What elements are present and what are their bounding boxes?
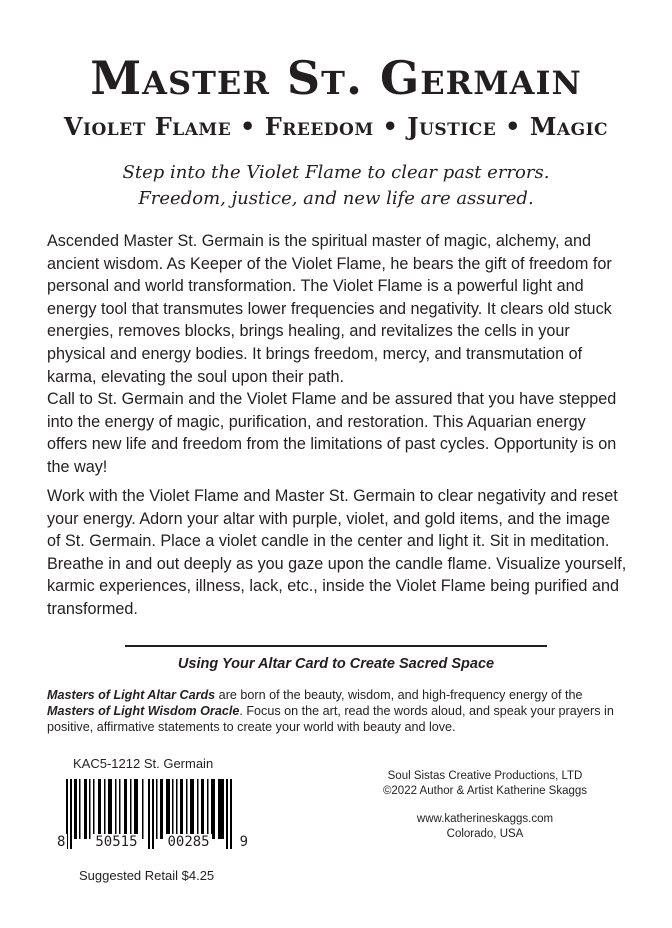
tagline-line-2: Freedom, justice, and new life are assured. (138, 188, 534, 209)
usage-intro-text-2: . Focus on the art, read the words aloud, and speak your prayers in positive, affirmative statements to create your world with beauty and love. (47, 704, 614, 734)
body-paragraph-2: Call to St. Germain and the Violet Flame and be assured that you have stepped into the energy of magic, purification, and restoration. This Aquarian energy offers new life and freedom from the limitations of past cycles. Opportunity is on the way! (47, 390, 617, 476)
publisher-company: Soul Sistas Creative Productions, LTD (387, 770, 583, 782)
usage-intro (47, 687, 632, 735)
tagline-line-1: Step into the Violet Flame to clear past errors. (122, 162, 550, 183)
usage-intro-bold-1: Masters of Light Altar Cards (47, 688, 216, 702)
suggested-retail: Suggested Retail $4.25 (79, 868, 215, 883)
usage-intro-bold-2: Masters of Light Wisdom Oracle (47, 704, 240, 718)
barcode-digits (55, 834, 250, 850)
card-tagline (0, 160, 672, 212)
usage-intro-text-1: are born of the beauty, wisdom, and high-frequency energy of the (215, 688, 583, 702)
publisher-location: Colorado, USA (446, 828, 524, 840)
publisher-copyright: ©2022 Author & Artist Katherine Skaggs (382, 785, 588, 797)
barcode-digit-right: 00285 (167, 834, 210, 850)
body-paragraph-1: Ascended Master St. Germain is the spiritual master of magic, alchemy, and ancient wisdom. As Keeper of the Violet Flame, he bears the gift of freedom for personal and world transformation. The Violet Flame is a powerful light and energy tool that transmutes lower frequencies and negativity. It clears old stuck energies, removes blocks, brings healing, and revitalizes the cells in your physical and energy bodies. It brings freedom, mercy, and transmutation of karma, elevating the soul upon their path. (47, 232, 612, 386)
product-sku: KAC5-1212 St. Germain (73, 756, 214, 771)
usage-heading: Using Your Altar Card to Create Sacred Space (177, 656, 495, 672)
publisher-website: www.katherineskaggs.com (416, 813, 554, 825)
barcode-digit-prefix: 8 (57, 834, 66, 850)
body-paragraph-3: Work with the Violet Flame and Master St. Germain to clear negativity and reset your energy. Adorn your altar with purple, violet, and gold items, and the image of St. Germain. Place a violet candle in the center and light it. Sit in meditation. Breathe in and out deeply as you gaze upon the candle flame. Visualize yourself, karmic experiences, illness, lack, etc., inside the Violet Flame being purified and transformed. (47, 487, 627, 618)
barcode-digit-left: 50515 (95, 834, 138, 850)
divider-rule (125, 645, 547, 647)
card-title: Master St. Germain (90, 51, 582, 105)
card-subtitle: Violet Flame • Freedom • Justice • Magic (63, 112, 609, 141)
barcode-digit-check: 9 (239, 834, 248, 850)
publisher-info (350, 769, 620, 842)
